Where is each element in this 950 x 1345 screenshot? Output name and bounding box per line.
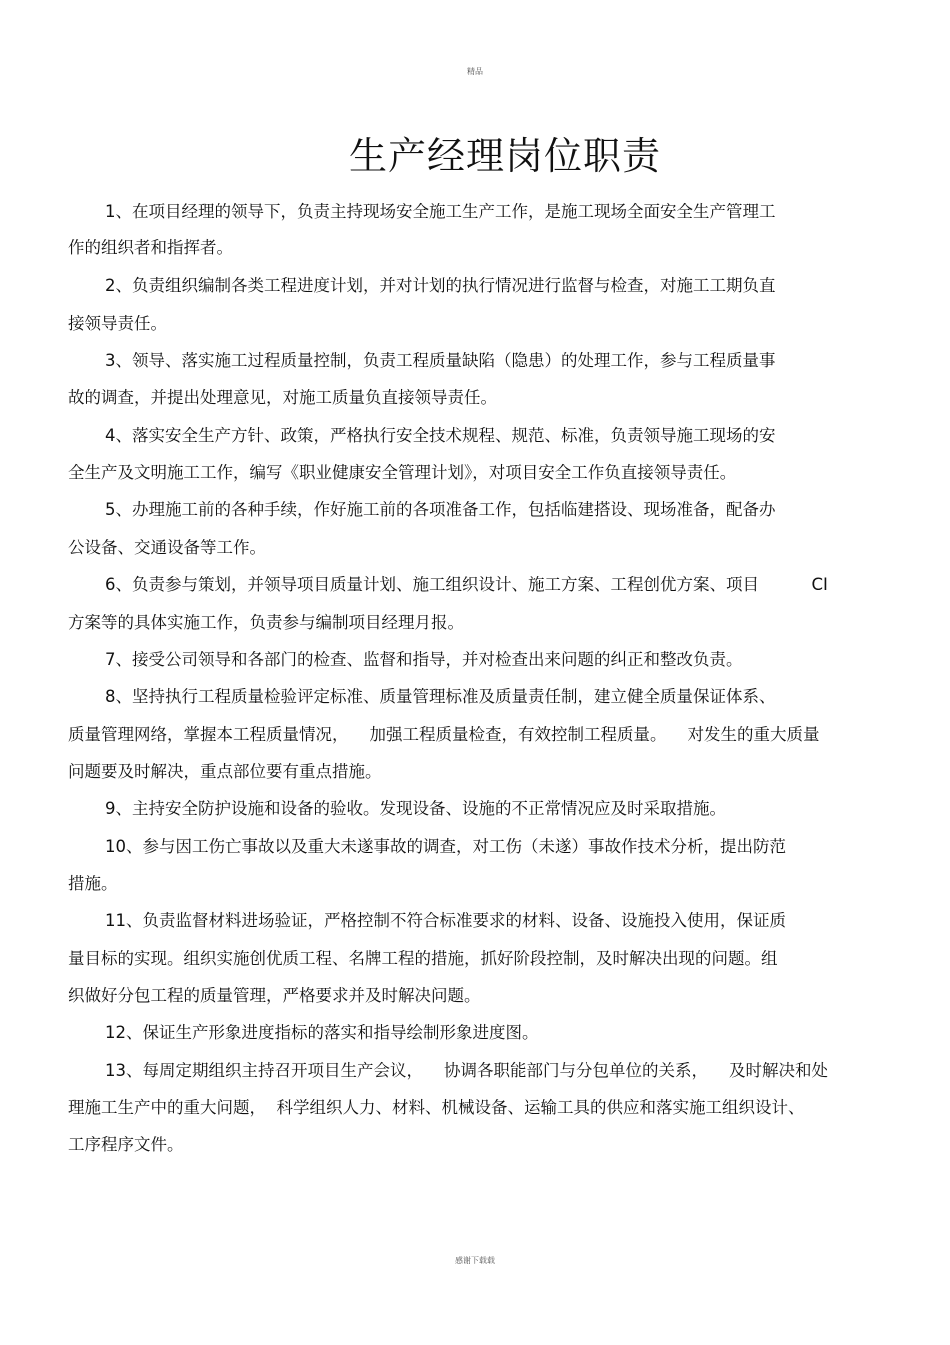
- paragraph-line: 织做好分包工程的质量管理，严格要求并及时解决问题。: [68, 986, 481, 1005]
- paragraph-line: 3、领导、落实施工过程质量控制，负责工程质量缺陷（隐患）的处理工作，参与工程质量事: [105, 351, 776, 370]
- paragraph-line: 质量管理网络，掌握本工程质量情况， 加强工程质量检查，有效控制工程质量。 对发生的重大质量: [68, 725, 820, 744]
- paragraph-line: 措施。: [68, 874, 118, 893]
- paragraph-line: 全生产及文明施工工作，编写《职业健康安全管理计划》，对项目安全工作负直接领导责任。: [68, 463, 737, 482]
- paragraph-line: 理施工生产中的重大问题， 科学组织人力、材料、机械设备、运输工具的供应和落实施工组织设计、: [68, 1098, 805, 1117]
- paragraph-line: 接领导责任。: [68, 314, 167, 333]
- footer-watermark: 感谢下载载: [455, 1256, 495, 1265]
- paragraph-line: 5、办理施工前的各种手续，作好施工前的各项准备工作，包括临建搭设、现场准备，配备办: [105, 500, 776, 519]
- paragraph-line: 公设备、交通设备等工作。: [68, 538, 266, 557]
- paragraph-line: 11、负责监督材料进场验证，严格控制不符合标准要求的材料、设备、设施投入使用，保证质: [105, 911, 786, 930]
- paragraph-line: 9、主持安全防护设施和设备的验收。发现设备、设施的不正常情况应及时采取措施。: [105, 799, 726, 818]
- paragraph-line: 6、负责参与策划，并领导项目质量计划、施工组织设计、施工方案、工程创优方案、项目 CI: [105, 575, 828, 594]
- paragraph-line: 4、落实安全生产方针、政策，严格执行安全技术规程、规范、标准，负责领导施工现场的安: [105, 426, 776, 445]
- paragraph-line: 10、参与因工伤亡事故以及重大未遂事故的调查，对工伤（未遂）事故作技术分析，提出防范: [105, 837, 786, 856]
- paragraph-line: 量目标的实现。组织实施创优质工程、名牌工程的措施，抓好阶段控制，及时解决出现的问题。组: [68, 949, 778, 968]
- paragraph-line: 7、接受公司领导和各部门的检查、监督和指导，并对检查出来问题的纠正和整改负责。: [105, 650, 743, 669]
- paragraph-line: 13、每周定期组织主持召开项目生产会议， 协调各职能部门与分包单位的关系， 及时解决和处: [105, 1061, 828, 1080]
- paragraph-line: 12、保证生产形象进度指标的落实和指导绘制形象进度图。: [105, 1023, 539, 1042]
- paragraph-line: 2、负责组织编制各类工程进度计划，并对计划的执行情况进行监督与检查，对施工工期负直: [105, 276, 776, 295]
- page-title: 生产经理岗位职责: [348, 134, 661, 178]
- paragraph-line: 1、在项目经理的领导下，负责主持现场安全施工生产工作，是施工现场全面安全生产管理工: [105, 202, 776, 221]
- paragraph-line: 方案等的具体实施工作，负责参与编制项目经理月报。: [68, 613, 464, 632]
- paragraph-line: 作的组织者和指挥者。: [68, 238, 233, 257]
- paragraph-line: 工序程序文件。: [68, 1135, 184, 1154]
- paragraph-line: 8、坚持执行工程质量检验评定标准、质量管理标准及质量责任制，建立健全质量保证体系、: [105, 687, 776, 706]
- paragraph-line: 问题要及时解决，重点部位要有重点措施。: [68, 762, 382, 781]
- paragraph-line: 故的调查，并提出处理意见，对施工质量负直接领导责任。: [68, 388, 497, 407]
- header-watermark: 精品: [467, 67, 483, 76]
